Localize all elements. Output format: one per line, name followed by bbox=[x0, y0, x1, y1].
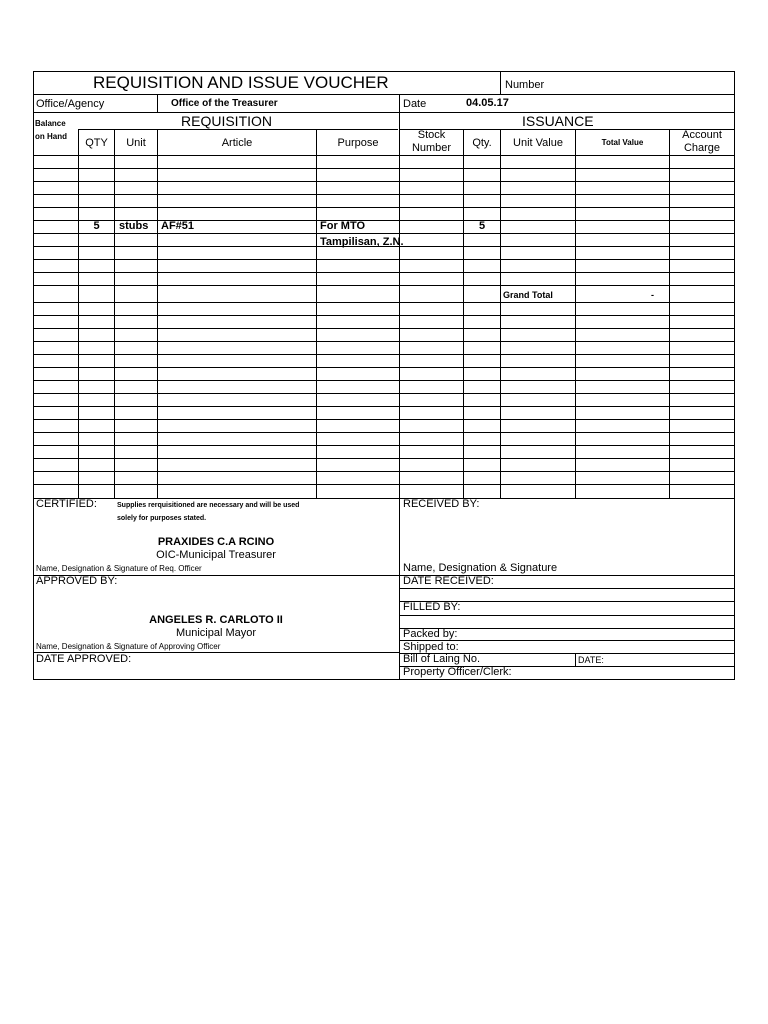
account-charge-header-line1: Account bbox=[682, 129, 722, 141]
bill-of-lading-label: Bill of Laing No. bbox=[403, 653, 481, 665]
received-signature-caption: Name, Designation & Signature bbox=[403, 562, 558, 574]
grand-total-label: Grand Total bbox=[503, 290, 553, 300]
certified-label: CERTIFIED: bbox=[36, 498, 97, 510]
account-charge-header-line2: Charge bbox=[683, 142, 721, 154]
item-purpose-line1: For MTO bbox=[320, 220, 366, 232]
date-received-label: DATE RECEIVED: bbox=[403, 575, 494, 587]
date-label: Date bbox=[403, 98, 427, 110]
grand-total-value: - bbox=[651, 290, 654, 300]
certified-statement-line1: Supplies rerquisitioned are necessary and will be used bbox=[117, 502, 300, 509]
packed-by-label: Packed by: bbox=[403, 628, 458, 640]
bill-date-label: DATE: bbox=[578, 655, 604, 665]
total-value-header: Total Value bbox=[601, 138, 644, 147]
filled-by-label: FILLED BY: bbox=[403, 601, 461, 613]
date-approved-label: DATE APPROVED: bbox=[36, 653, 132, 665]
approved-by-label: APPROVED BY: bbox=[36, 575, 118, 587]
form-title: REQUISITION AND ISSUE VOUCHER bbox=[93, 73, 389, 92]
office-agency-label: Office/Agency bbox=[36, 98, 105, 110]
number-label: Number bbox=[505, 79, 545, 91]
shipped-to-label: Shipped to: bbox=[403, 641, 459, 653]
item-article: AF#51 bbox=[161, 220, 195, 232]
item-issued-qty: 5 bbox=[478, 220, 486, 232]
date-value[interactable]: 04.05.17 bbox=[466, 97, 509, 109]
certified-signature-caption: Name, Designation & Signature of Req. Officer bbox=[36, 564, 202, 573]
item-qty: 5 bbox=[93, 220, 100, 232]
unit-header: Unit bbox=[126, 137, 146, 149]
purpose-header: Purpose bbox=[337, 137, 379, 149]
certifying-officer-name: PRAXIDES C.A RCINO bbox=[157, 536, 275, 548]
requisition-heading: REQUISITION bbox=[181, 113, 273, 129]
approving-officer-name: ANGELES R. CARLOTO II bbox=[149, 614, 283, 626]
balance-on-hand-header-line2: on Hand bbox=[35, 132, 67, 141]
stock-number-header-line1: Stock bbox=[417, 129, 446, 141]
property-officer-label: Property Officer/Clerk: bbox=[403, 666, 512, 678]
number-field[interactable] bbox=[503, 79, 731, 93]
approving-officer-title: Municipal Mayor bbox=[175, 627, 257, 639]
approved-signature-caption: Name, Designation & Signature of Approving Officer bbox=[36, 642, 221, 651]
item-purpose-line2: Tampilisan, Z.N. bbox=[320, 236, 404, 248]
received-by-label: RECEIVED BY: bbox=[403, 498, 480, 510]
stock-number-header-line2: Number bbox=[411, 142, 452, 154]
received-by-signature-field[interactable] bbox=[400, 511, 734, 561]
office-agency-value[interactable]: Office of the Treasurer bbox=[171, 98, 278, 109]
certifying-officer-title: OIC-Municipal Treasurer bbox=[156, 549, 276, 561]
article-header: Article bbox=[221, 137, 253, 149]
balance-on-hand-header-line1: Balance bbox=[35, 119, 66, 128]
item-unit: stubs bbox=[119, 220, 149, 232]
requisition-issue-voucher-form bbox=[33, 71, 735, 680]
certified-statement-line2: solely for purposes stated. bbox=[117, 515, 207, 522]
issued-qty-header: Qty. bbox=[472, 137, 492, 149]
qty-header: QTY bbox=[85, 137, 108, 149]
unit-value-header: Unit Value bbox=[513, 137, 563, 149]
issuance-heading: ISSUANCE bbox=[522, 113, 594, 129]
